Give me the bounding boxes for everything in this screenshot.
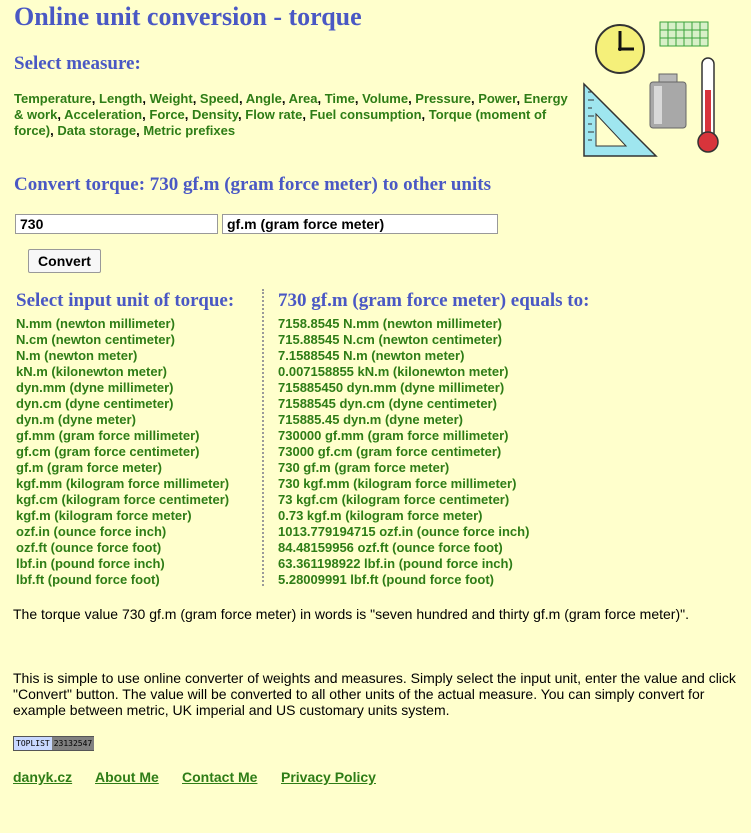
measure-link[interactable]: Volume [362, 91, 409, 106]
input-unit-link[interactable]: kgf.cm (kilogram force centimeter) [16, 492, 230, 507]
result-link[interactable]: 715.88545 N.cm (newton centimeter) [278, 332, 502, 347]
select-measure-heading: Select measure: [14, 53, 141, 74]
measure-link[interactable]: Flow rate [245, 107, 303, 122]
result-link[interactable]: 7158.8545 N.mm (newton millimeter) [278, 316, 502, 331]
result-link[interactable]: 73000 gf.cm (gram force centimeter) [278, 444, 502, 459]
input-unit-list [16, 316, 229, 588]
results-list [278, 316, 529, 588]
results-heading: 730 gf.m (gram force meter) equals to: [278, 290, 590, 311]
measure-link[interactable]: Pressure [415, 91, 471, 106]
input-unit-link[interactable]: ozf.ft (ounce force foot) [16, 540, 162, 555]
input-unit-heading: Select input unit of torque: [16, 290, 235, 311]
measure-link[interactable]: Speed [199, 91, 239, 106]
grid-icon [660, 22, 708, 46]
toplist-badge[interactable] [13, 736, 94, 751]
result-link[interactable]: 1013.779194715 ozf.in (ounce force inch) [278, 524, 530, 539]
footer-link-about[interactable]: About Me [95, 769, 159, 785]
measure-link[interactable]: Force [149, 107, 185, 122]
result-link[interactable]: 71588545 dyn.cm (dyne centimeter) [278, 396, 497, 411]
input-unit-link[interactable]: ozf.in (ounce force inch) [16, 524, 167, 539]
measure-link[interactable]: Torque (moment of force) [14, 107, 547, 138]
measure-link[interactable]: Angle [245, 91, 282, 106]
result-link[interactable]: 7.1588545 N.m (newton meter) [278, 348, 465, 363]
column-divider [262, 289, 264, 586]
measure-link[interactable]: Acceleration [64, 107, 143, 122]
input-unit-link[interactable]: dyn.cm (dyne centimeter) [16, 396, 174, 411]
result-link[interactable]: 0.73 kgf.m (kilogram force meter) [278, 508, 483, 523]
measure-link[interactable]: Power [478, 91, 517, 106]
result-link[interactable]: 715885.45 dyn.m (dyne meter) [278, 412, 463, 427]
toplist-id: 23132547 [53, 739, 93, 748]
thermometer-icon [698, 58, 718, 152]
result-link[interactable]: 730000 gf.mm (gram force millimeter) [278, 428, 509, 443]
unit-select[interactable]: gf.m (gram force meter) [222, 214, 498, 234]
input-unit-link[interactable]: dyn.mm (dyne millimeter) [16, 380, 174, 395]
measure-link[interactable]: Energy & work [14, 91, 568, 122]
result-link[interactable]: 84.48159956 ozf.ft (ounce force foot) [278, 540, 503, 555]
page-title: Online unit conversion - torque [14, 2, 362, 31]
measure-link[interactable]: Temperature [14, 91, 92, 106]
input-unit-link[interactable]: N.m (newton meter) [16, 348, 138, 363]
measure-logo [580, 18, 720, 160]
result-link[interactable]: 730 gf.m (gram force meter) [278, 460, 450, 475]
input-unit-link[interactable]: kgf.mm (kilogram force millimeter) [16, 476, 230, 491]
result-link[interactable]: 73 kgf.cm (kilogram force centimeter) [278, 492, 510, 507]
input-unit-link[interactable]: N.mm (newton millimeter) [16, 316, 175, 331]
result-link[interactable]: 0.007158855 kN.m (kilonewton meter) [278, 364, 509, 379]
info-text: This is simple to use online converter of weights and measures. Simply select the input unit, enter the value and click "Convert" button. The value will be converted to all other units of the actual measure. You can simply convert for example between metric, UK imperial and US customary units system. [13, 670, 736, 718]
weight-icon [650, 74, 686, 128]
measure-link[interactable]: Length [99, 91, 143, 106]
measure-link[interactable]: Density [192, 107, 239, 122]
measure-link[interactable]: Time [324, 91, 355, 106]
input-unit-link[interactable]: gf.cm (gram force centimeter) [16, 444, 200, 459]
measure-link[interactable]: Weight [149, 91, 193, 106]
convert-heading: Convert torque: 730 gf.m (gram force meter) to other units [14, 174, 491, 195]
input-unit-link[interactable]: gf.m (gram force meter) [16, 460, 162, 475]
words-text: The torque value 730 gf.m (gram force meter) in words is "seven hundred and thirty gf.m (gram force meter)". [13, 606, 689, 622]
input-unit-link[interactable]: kgf.m (kilogram force meter) [16, 508, 192, 523]
input-unit-link[interactable]: gf.mm (gram force millimeter) [16, 428, 200, 443]
result-link[interactable]: 5.28009991 lbf.ft (pound force foot) [278, 572, 494, 587]
result-link[interactable]: 715885450 dyn.mm (dyne millimeter) [278, 380, 505, 395]
footer-link-privacy[interactable]: Privacy Policy [281, 769, 376, 785]
input-unit-link[interactable]: lbf.ft (pound force foot) [16, 572, 160, 587]
measure-links: Temperature, Length, Weight, Speed, Angle, Area, Time, Volume, Pressure, Power, Energy & work, Acceleration, Force, Density, Flow rate, Fuel consumption, Torque (moment of force), Data storage, Metric prefixes [14, 91, 568, 138]
measure-link[interactable]: Metric prefixes [143, 123, 236, 138]
input-unit-link[interactable]: lbf.in (pound force inch) [16, 556, 165, 571]
set-square-icon [584, 84, 656, 156]
value-input[interactable]: 730 [15, 214, 218, 234]
result-link[interactable]: 63.361198922 lbf.in (pound force inch) [278, 556, 513, 571]
measure-link[interactable]: Data storage [57, 123, 137, 138]
clock-icon [596, 25, 644, 73]
footer-link-home[interactable]: danyk.cz [13, 769, 73, 785]
convert-button[interactable]: Convert [28, 249, 101, 273]
toplist-label: TOPLIST [16, 739, 50, 748]
input-unit-link[interactable]: dyn.m (dyne meter) [16, 412, 136, 427]
result-link[interactable]: 730 kgf.mm (kilogram force millimeter) [278, 476, 517, 491]
measure-link[interactable]: Area [288, 91, 318, 106]
footer-link-contact[interactable]: Contact Me [182, 769, 258, 785]
input-unit-link[interactable]: kN.m (kilonewton meter) [16, 364, 167, 379]
input-unit-link[interactable]: N.cm (newton centimeter) [16, 332, 175, 347]
measure-link[interactable]: Fuel consumption [309, 107, 422, 122]
